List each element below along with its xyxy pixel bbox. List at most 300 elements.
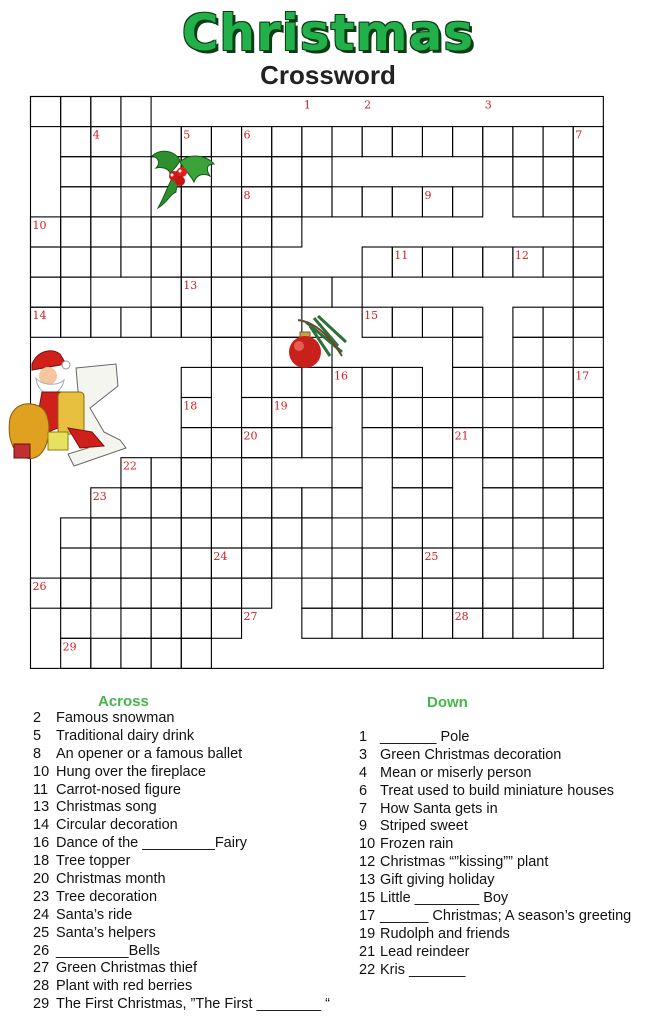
grid-cell (543, 608, 573, 638)
grid-cell (91, 247, 121, 277)
grid-cell (302, 127, 332, 157)
clue-text: Lead reindeer (380, 943, 470, 960)
grid-cell (362, 608, 392, 638)
clue-number: 13 (359, 872, 376, 889)
grid-cell (392, 187, 422, 217)
grid-cell (332, 608, 362, 638)
grid-clue-number: 6 (243, 128, 251, 142)
clue-item (33, 978, 330, 996)
grid-cell (573, 428, 603, 458)
grid-cell (483, 548, 513, 578)
grid-clue-number: 10 (32, 218, 47, 232)
grid-cell (392, 578, 422, 608)
clue-number: 1 (359, 729, 368, 745)
grid-cell (422, 127, 452, 157)
grid-cell (362, 187, 392, 217)
grid-cell (242, 518, 272, 548)
grid-cell (392, 548, 422, 578)
grid-cell (422, 488, 452, 518)
clue-number: 13 (33, 799, 50, 816)
grid-cell (151, 608, 181, 638)
clue-number: 27 (33, 960, 50, 977)
clue-item (33, 907, 330, 925)
grid-cell (362, 548, 392, 578)
grid-cell (573, 247, 603, 277)
grid-cell (91, 187, 121, 217)
grid-clue-number: 4 (92, 128, 100, 142)
grid-cell (151, 307, 181, 337)
clue-item (33, 799, 330, 817)
grid-cell (121, 307, 151, 337)
clue-text: Santa’s helpers (56, 924, 156, 941)
clue-text: Dance of the _________Fairy (56, 835, 248, 852)
grid-cell (543, 518, 573, 548)
clue-item (359, 747, 631, 765)
grid-cell (573, 488, 603, 518)
grid-cell (453, 578, 483, 608)
clue-item (33, 960, 330, 978)
grid-cell (151, 277, 181, 307)
grid-cell (242, 548, 272, 578)
down-clue-list (359, 729, 631, 979)
clue-text: Christmas month (56, 871, 166, 888)
grid-cell (543, 127, 573, 157)
grid-cell (513, 428, 543, 458)
clue-item (33, 817, 330, 835)
grid-cell (91, 518, 121, 548)
grid-cell (61, 157, 91, 187)
clue-item (33, 853, 330, 871)
grid-cell (121, 638, 151, 668)
grid-cell (121, 488, 151, 518)
clue-item (33, 889, 330, 907)
grid-cell (91, 578, 121, 608)
grid-cell (61, 608, 91, 638)
grid-cell (302, 277, 332, 307)
grid-cell (181, 428, 211, 458)
grid-cell (211, 428, 241, 458)
grid-cell (483, 458, 513, 488)
clue-number: 11 (33, 781, 49, 798)
clue-number: 6 (359, 782, 368, 799)
clue-number: 24 (33, 906, 50, 923)
grid-clue-number: 23 (92, 489, 107, 503)
grid-cell (181, 608, 211, 638)
clue-text: Mean or miserly person (380, 764, 532, 781)
grid-cell (513, 518, 543, 548)
grid-cell (242, 277, 272, 307)
clue-text: The First Christmas, ”The First ________ “ (56, 996, 330, 1013)
grid-cell (573, 608, 603, 638)
grid-cell (121, 157, 151, 187)
grid-cell (513, 187, 543, 217)
grid-cell (513, 488, 543, 518)
grid-cell (332, 127, 362, 157)
grid-cell (543, 247, 573, 277)
grid-cell (573, 398, 603, 428)
grid-cell (121, 518, 151, 548)
grid-cell (181, 458, 211, 488)
clue-item (359, 944, 631, 962)
grid-cell (332, 277, 362, 307)
clue-text: Frozen rain (380, 836, 454, 853)
grid-cell (181, 638, 211, 668)
clue-text: Tree decoration (56, 888, 158, 905)
grid-cell (272, 217, 302, 247)
grid-clue-number: 25 (424, 550, 439, 563)
grid-cell (422, 578, 452, 608)
grid-clue-number: 9 (424, 188, 432, 202)
grid-cell (151, 578, 181, 608)
grid-cell (513, 458, 543, 488)
clue-text: How Santa gets in (380, 800, 498, 817)
ornament-icon (289, 316, 346, 368)
grid-cell (332, 187, 362, 217)
grid-cell (91, 217, 121, 247)
grid-clue-number: 7 (575, 128, 583, 142)
grid-cell (392, 608, 422, 638)
clue-item (359, 801, 631, 819)
clue-number: 29 (33, 996, 50, 1013)
grid-cell (181, 307, 211, 337)
clue-text: Circular decoration (56, 817, 178, 834)
grid-cell (453, 518, 483, 548)
grid-cell (121, 217, 151, 247)
grid-cell (181, 518, 211, 548)
grid-cell (151, 638, 181, 668)
clue-text: Christmas song (56, 799, 157, 816)
grid-cell (61, 187, 91, 217)
grid-cell (151, 548, 181, 578)
grid-cell (272, 187, 302, 217)
clue-text: Green Christmas decoration (380, 746, 562, 763)
grid-cell (272, 428, 302, 458)
grid-cell (211, 307, 241, 337)
grid-cell (483, 367, 513, 397)
clue-number: 5 (33, 727, 42, 744)
grid-cell (91, 157, 121, 187)
grid-cell (242, 488, 272, 518)
grid-cell (61, 97, 91, 127)
clue-number: 14 (33, 817, 50, 834)
grid-cell (543, 398, 573, 428)
grid-cell (242, 247, 272, 277)
grid-clue-number: 2 (364, 98, 372, 112)
grid-cell (332, 488, 362, 518)
page-title: Christmas (181, 4, 475, 62)
grid-cell (242, 578, 272, 608)
grid-cell (91, 548, 121, 578)
grid-clue-number: 13 (183, 279, 198, 293)
clue-number: 10 (359, 836, 376, 853)
grid-cell (272, 518, 302, 548)
grid-cell (272, 548, 302, 578)
grid-clue-number: 17 (575, 369, 590, 383)
clue-text: Santa’s ride (56, 906, 133, 923)
clue-number: 23 (33, 888, 50, 905)
grid-cell (543, 488, 573, 518)
grid-cell (272, 488, 302, 518)
clue-text: Treat used to build miniature houses (380, 782, 615, 799)
grid-cell (272, 127, 302, 157)
grid-cell (302, 578, 332, 608)
clue-item (33, 835, 330, 853)
grid-cell (513, 398, 543, 428)
grid-cell (121, 608, 151, 638)
grid-cell (211, 337, 241, 367)
grid-cell (242, 217, 272, 247)
grid-clue-number: 3 (484, 98, 492, 112)
grid-clue-number: 22 (122, 459, 137, 473)
grid-cell (422, 428, 452, 458)
grid-cell (242, 458, 272, 488)
grid-cell (151, 518, 181, 548)
grid-clue-number: 28 (454, 610, 469, 624)
grid-cell (513, 127, 543, 157)
grid-clue-number: 18 (183, 399, 198, 413)
clue-number: 25 (33, 924, 50, 941)
grid-cell (211, 127, 241, 157)
grid-cell (362, 247, 392, 277)
grid-cell (362, 428, 392, 458)
santa-icon (9, 351, 126, 466)
grid-clue-number: 1 (303, 98, 311, 112)
clue-text: Kris _______ (380, 961, 466, 978)
clue-text: Gift giving holiday (380, 872, 495, 889)
grid-clue-number: 12 (514, 249, 529, 262)
grid-cell (453, 548, 483, 578)
clue-item (359, 783, 631, 801)
grid-clue-number: 11 (394, 249, 409, 262)
grid-cell (121, 97, 151, 127)
clue-number: 7 (359, 800, 368, 817)
grid-cell (211, 608, 241, 638)
grid-cell (392, 458, 422, 488)
clue-text: ______ Christmas; A season’s greeting (380, 907, 632, 924)
grid-cell (422, 307, 452, 337)
clue-number: 17 (359, 907, 376, 924)
clue-item (359, 854, 631, 872)
clue-item (359, 890, 631, 908)
grid-cell (453, 187, 483, 217)
grid-cell (211, 187, 241, 217)
grid-cell (272, 367, 302, 397)
grid-cell (543, 187, 573, 217)
grid-cell (392, 518, 422, 548)
clue-text: _______ Pole (380, 729, 470, 745)
clue-item (33, 710, 330, 728)
clue-item (33, 996, 330, 1014)
grid-cell (392, 127, 422, 157)
clue-item (33, 925, 330, 943)
grid-cell (302, 367, 332, 397)
clue-text: Carrot-nosed figure (56, 781, 181, 798)
grid-cell (121, 578, 151, 608)
grid-cell (61, 578, 91, 608)
clue-item (33, 746, 330, 764)
clue-text: Green Christmas thief (56, 960, 198, 977)
grid-clue-number: 5 (183, 128, 191, 142)
grid-cell (211, 247, 241, 277)
grid-cell (513, 307, 543, 337)
grid-cell (573, 217, 603, 247)
grid-cell (573, 307, 603, 337)
grid-cell (453, 127, 483, 157)
grid-cell (91, 638, 121, 668)
grid-cell (543, 548, 573, 578)
grid-cell (151, 488, 181, 518)
grid-cell (573, 548, 603, 578)
grid-clue-number: 19 (273, 399, 288, 413)
clue-number: 28 (33, 978, 50, 995)
clue-item (359, 729, 631, 747)
clue-number: 3 (359, 746, 368, 763)
grid-cell (543, 367, 573, 397)
clue-text: Tree topper (56, 853, 131, 870)
grid-cell (543, 428, 573, 458)
grid-cell (453, 398, 483, 428)
down-heading: Down (427, 694, 468, 711)
grid-cell (61, 127, 91, 157)
grid-cell (483, 157, 513, 187)
clue-item (359, 765, 631, 783)
grid-cell (513, 608, 543, 638)
grid-clue-number: 15 (364, 309, 379, 323)
grid-cell (242, 398, 272, 428)
clue-number: 9 (359, 818, 368, 835)
clue-text: Rudolph and friends (380, 925, 510, 942)
grid-cell (543, 458, 573, 488)
grid-cell (121, 247, 151, 277)
clue-text: Plant with red berries (56, 978, 193, 995)
clue-text: Striped sweet (380, 818, 468, 835)
grid-cell (453, 337, 483, 367)
grid-cell (211, 277, 241, 307)
grid-cell (181, 488, 211, 518)
clue-item (33, 871, 330, 889)
clue-number: 18 (33, 853, 50, 870)
across-clue-list (33, 710, 330, 1014)
grid-cell (332, 458, 362, 488)
grid-cell (453, 247, 483, 277)
grid-cell (31, 97, 61, 127)
grid-cell (543, 157, 573, 187)
clue-number: 19 (359, 925, 376, 942)
clue-item (33, 782, 330, 800)
grid-clue-number: 21 (454, 429, 469, 443)
grid-cell (121, 548, 151, 578)
page-subtitle: Crossword (260, 60, 396, 90)
clue-number: 2 (33, 710, 42, 726)
grid-cell (422, 398, 452, 428)
clue-number: 12 (359, 854, 376, 871)
grid-cell (543, 337, 573, 367)
grid-cell (483, 247, 513, 277)
grid-cell (302, 398, 332, 428)
grid-cell (513, 157, 543, 187)
clue-number: 10 (33, 763, 50, 780)
clue-number: 8 (33, 745, 42, 762)
grid-cell (181, 367, 211, 397)
grid-cell (181, 578, 211, 608)
clue-text: An opener or a famous ballet (56, 745, 243, 762)
clue-item (359, 872, 631, 890)
grid-cell (272, 307, 302, 337)
clue-number: 20 (33, 871, 50, 888)
clue-number: 16 (33, 835, 50, 852)
grid-cell (151, 217, 181, 247)
grid-cell (362, 518, 392, 548)
grid-cell (332, 578, 362, 608)
clue-item (359, 926, 631, 944)
grid-cell (573, 518, 603, 548)
grid-cell (422, 458, 452, 488)
grid-clue-number: 16 (334, 369, 348, 383)
grid-clue-number: 14 (32, 309, 47, 323)
grid-cell (181, 217, 211, 247)
grid-cell (483, 488, 513, 518)
grid-cell (302, 488, 332, 518)
grid-cell (573, 277, 603, 307)
grid-cell (181, 548, 211, 578)
grid-cell (242, 157, 272, 187)
grid-cell (543, 307, 573, 337)
holly-icon (152, 151, 214, 208)
clue-item (359, 818, 631, 836)
grid-cell (302, 428, 332, 458)
grid-cell (302, 608, 332, 638)
clue-item (359, 836, 631, 854)
grid-cell (513, 367, 543, 397)
grid-cell (302, 157, 332, 187)
grid-cell (332, 548, 362, 578)
grid-cell (302, 187, 332, 217)
grid-cell (302, 518, 332, 548)
grid-clue-number: 26 (32, 580, 47, 594)
grid-cell (181, 187, 211, 217)
grid-cell (483, 608, 513, 638)
clue-item (33, 764, 330, 782)
clue-text: Famous snowman (56, 710, 175, 726)
clue-text: Traditional dairy drink (56, 727, 195, 744)
grid-cell (61, 548, 91, 578)
grid-cell (61, 307, 91, 337)
grid-cell (392, 367, 422, 397)
grid-cell (483, 127, 513, 157)
clue-number: 15 (359, 890, 376, 907)
grid-cell (362, 398, 392, 428)
grid-cell (211, 518, 241, 548)
grid-clue-number: 24 (213, 550, 228, 563)
grid-cell (211, 578, 241, 608)
grid-cell (362, 367, 392, 397)
grid-cell (422, 247, 452, 277)
grid-cell (573, 458, 603, 488)
clue-item (33, 728, 330, 746)
grid-cell (392, 488, 422, 518)
grid-cell (392, 307, 422, 337)
grid-cell (31, 277, 61, 307)
grid-cell (573, 157, 603, 187)
grid-cell (422, 518, 452, 548)
grid-cell (31, 247, 61, 277)
clue-number: 21 (359, 943, 376, 960)
grid-cell (453, 367, 483, 397)
grid-cell (362, 127, 392, 157)
grid-cell (483, 578, 513, 608)
clue-number: 22 (359, 961, 376, 978)
clue-text: Little ________ Boy (380, 890, 509, 907)
